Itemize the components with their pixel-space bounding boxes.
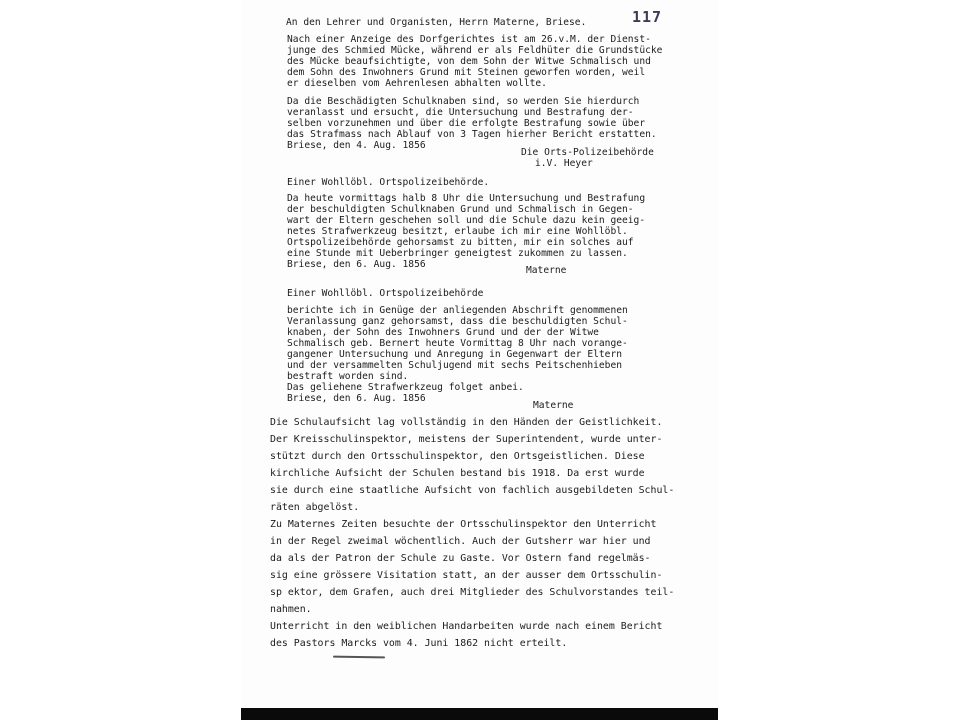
- page-number: 117: [632, 8, 663, 26]
- letter1-address: An den Lehrer und Organisten, Herrn Materne, Briese.: [286, 17, 587, 28]
- letter3-date: Briese, den 6. Aug. 1856: [287, 393, 426, 404]
- letter1-signature-office: Die Orts-Polizeibehörde: [521, 147, 654, 158]
- letter3-address: Einer Wohllöbl. Ortspolizeibehörde: [287, 288, 484, 299]
- letter1-p1-line: Nach einer Anzeige des Dorfgerichtes ist am 26.v.M. der Dienst-: [287, 34, 651, 45]
- scan-border: [241, 708, 718, 720]
- letter2-body-line: wart der Eltern geschehen soll und die Schule dazu kein geeig-: [287, 215, 646, 226]
- letter3-body-line: gangener Untersuchung und Anregung in Gegenwart der Eltern: [287, 349, 623, 360]
- letter2-body-line: eine Stunde mit Ueberbringer geneigtest zukommen zu lassen.: [287, 248, 628, 259]
- letter3-body-line: und der versammelten Schuljugend mit sechs Peitschenhieben: [287, 360, 623, 371]
- letter1-p2-line: selben vorzunehmen und über die erfolgte Bestrafung sowie über: [287, 118, 646, 129]
- letter3-body-line: Das geliehene Strafwerkzeug folget anbei.: [287, 382, 524, 393]
- letter2-body-line: Ortspolizeibehörde gehorsamst zu bitten, mir ein solches auf: [287, 237, 634, 248]
- letter3-body-line: Schmalisch geb. Bernert heute Vormittag 8 Uhr nach vorange-: [287, 338, 628, 349]
- letter2-body-line: netes Strafwerkzeug besitzt, erlaube ich mir eine Wohllöbl.: [287, 226, 628, 237]
- commentary-line: Die Schulaufsicht lag vollständig in den Händen der Geistlichkeit.: [270, 417, 663, 428]
- letter1-p1-line: er dieselben vom Aehrenlesen abhalten wollte.: [287, 78, 547, 89]
- commentary-line: stützt durch den Ortsschulinspektor, den Ortsgeistlichen. Diese: [270, 451, 645, 462]
- letter3-body-line: bestraft worden sind.: [287, 371, 409, 382]
- commentary-line: sie durch eine staatliche Aufsicht von fachlich ausgebildeten Schul-: [270, 485, 675, 496]
- letter3-signature: Materne: [533, 400, 574, 411]
- commentary-line: Der Kreisschulinspektor, meistens der Superintendent, wurde unter-: [270, 434, 663, 445]
- letter1-p2-line: das Strafmass nach Ablauf von 3 Tagen hierher Bericht erstatten.: [287, 129, 657, 140]
- letter1-p2-line: Da die Beschädigten Schulknaben sind, so werden Sie hierdurch: [287, 96, 640, 107]
- letter2-body-line: der beschuldigten Schulknaben Grund und Schmalisch in Gegen-: [287, 204, 634, 215]
- letter1-p1-line: junge des Schmied Mücke, während er als Feldhüter die Grundstücke: [287, 45, 663, 56]
- letter2-signature: Materne: [526, 265, 567, 276]
- letter3-body-line: Veranlassung ganz gehorsamst, dass die beschuldigten Schul-: [287, 316, 628, 327]
- commentary-line: des Pastors Marcks vom 4. Juni 1862 nicht erteilt.: [270, 638, 568, 649]
- letter1-signature-name: i.V. Heyer: [535, 158, 593, 169]
- commentary-line: sig eine grössere Visitation statt, an der ausser dem Ortsschulin-: [270, 570, 663, 581]
- letter1-p2-line: veranlasst und ersucht, die Untersuchung und Bestrafung der-: [287, 107, 634, 118]
- letter3-body-line: berichte ich in Genüge der anliegenden Abschrift genommenen: [287, 305, 628, 316]
- letter2-address: Einer Wohllöbl. Ortspolizeibehörde.: [287, 177, 490, 188]
- letter2-body-line: Da heute vormittags halb 8 Uhr die Untersuchung und Bestrafung: [287, 193, 646, 204]
- commentary-line: in der Regel zweimal wöchentlich. Auch der Gutsherr war hier und: [270, 536, 651, 547]
- commentary-line: Unterricht in den weiblichen Handarbeiten wurde nach einem Bericht: [270, 621, 663, 632]
- commentary-line: sp ektor, dem Grafen, auch drei Mitglieder des Schulvorstandes teil-: [270, 587, 675, 598]
- letter1-p1-line: dem Sohn des Inwohners Grund mit Steinen geworfen worden, weil: [287, 67, 646, 78]
- commentary-line: kirchliche Aufsicht der Schulen bestand bis 1918. Da erst wurde: [270, 468, 645, 479]
- letter1-date: Briese, den 4. Aug. 1856: [287, 140, 426, 151]
- letter2-date: Briese, den 6. Aug. 1856: [287, 259, 426, 270]
- commentary-line: da als der Patron der Schule zu Gaste. Vor Ostern fand regelmäs-: [270, 553, 651, 564]
- commentary-line: räten abgelöst.: [270, 502, 360, 513]
- commentary-line: nahmen.: [270, 604, 312, 615]
- letter3-body-line: knaben, der Sohn des Inwohners Grund und der der Witwe: [287, 327, 599, 338]
- commentary-line: Zu Maternes Zeiten besuchte der Ortsschulinspektor den Unterricht: [270, 519, 657, 530]
- letter1-p1-line: des Mücke beaufsichtigte, von dem Sohn der Witwe Schmalisch und: [287, 56, 651, 67]
